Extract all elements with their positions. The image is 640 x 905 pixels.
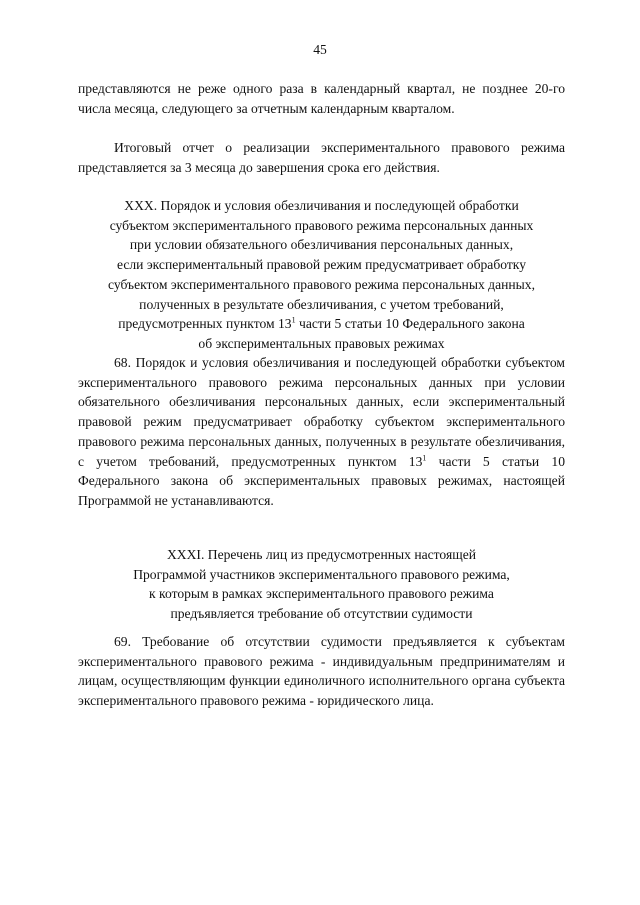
section-xxxi-line: XXXI. Перечень лиц из предусмотренных настоящей (166, 547, 476, 562)
footnote-superscript: 1 (422, 452, 427, 462)
section-xxx-line: субъектом экспериментального правового режима персональных данных, (107, 276, 535, 292)
section-xxx-line: если экспериментальный правовой режим предусматривает обработку (116, 257, 527, 273)
paragraph-final-report: Итоговый отчет о реализации экспериментального правового режима представляется за 3 месяца до завершения срока его действия. (78, 140, 565, 175)
section-xxx-line: полученных в результате обезличивания, с учетом требований, (139, 296, 504, 312)
paragraph-quarterly-reports: представляются не реже одного раза в календарный квартал, не позднее 20-го числа месяца, следующего за отчетным календарным кварталом. (78, 81, 565, 116)
paragraph-68: 68. Порядок и условия обезличивания и последующей обработки субъектом экспериментального правового режима персональных данных при условии обязательного обезличивания персональных данных, если экспериментальный правовой режим предусматривает обработку субъектом экспериментального правового режима персональных данных, полученных в результате обезличивания, с учетом требований, предусмотренных пунктом $13^1$ части 5 статьи 10 Федерального закона об экспериментальных правовых режимах, настоящей Программой не устанавливаются. (78, 355, 565, 508)
section-xxx-heading (78, 196, 565, 354)
section-xxxi-line: предъявляется требование об отсутствии судимости (170, 606, 473, 622)
paragraph-69: 69. Требование об отсутствии судимости предъявляется к субъектам экспериментального правового режима - индивидуальным предпринимателям и лицам, осуществляющим функции единоличного исполнительного органа субъекта экспериментального правового режима - юридического лица. (78, 634, 565, 709)
section-xxx-line: об экспериментальных правовых режимах (198, 335, 445, 351)
section-xxxi-heading (78, 545, 565, 624)
footnote-superscript: 1 (291, 315, 296, 325)
section-xxx-line: предусмотренных пунктом $13^1$ части 5 статьи 10 Федерального закона (118, 315, 525, 332)
section-xxx-line: субъектом экспериментального правового режима персональных данных (109, 217, 534, 233)
section-xxx-line: XXX. Порядок и условия обезличивания и последующей обработки (124, 198, 519, 213)
section-xxxi-line: к которым в рамках экспериментального правового режима (149, 586, 494, 602)
page-number: 45 (313, 42, 327, 57)
section-xxxi-line: Программой участников экспериментального правового режима, (133, 566, 510, 582)
section-xxx-line: при условии обязательного обезличивания персональных данных, (129, 237, 514, 253)
